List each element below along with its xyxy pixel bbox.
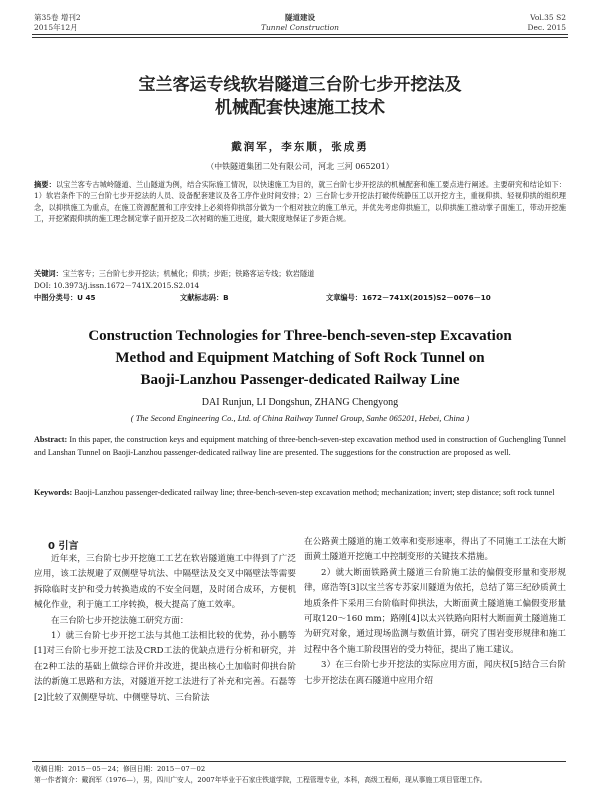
title-en-line-3: Baoji-Lanzhou Passenger-dedicated Railway Line [140,372,460,388]
abstract-cn-text: 以宝兰客专古城岭隧道、兰山隧道为例，结合实际施工情况，以快速施工为目的，就三台阶七步开挖法的机械配套和施工要点进行阐述。主要研究和结论如下：1）软岩条件下的三台阶七步开挖法的人员、设备配套建议及各工序作业时间安排；2）三台阶七步开挖法打破传统静压工以开挖方主，重视仰拱、轻视仰拱的组织理念，以抑拱施工为重点，在施工资源配置和工序安排上必须将仰拱部分做为一个相对独立的施工单元，并优先考虑仰拱施工，以仰拱施工推动掌子面施工，带动开挖施工，开挖紧跟仰拱的施工理念制定掌子面开挖及二次衬砌的施工进度，最大限度地保证了步距合规。 [34,180,566,224]
header-rule [32,34,568,35]
footnote-rule [32,761,566,762]
title-cn-line-1: 宝兰客运专线软岩隧道三台阶七步开挖法及 [138,75,462,95]
body-left-column [34,552,296,706]
header-date-en: Dec. 2015 [527,23,566,32]
paragraph: 1）就三台阶七步开挖工法与其他工法相比较的优势，孙小鹏等[1]对三台阶七步开挖工法及CRD工法的优缺点进行分析和研究，并在2种工法的基础上做综合评价并改进，提出核心土加临时仰拱台阶法的新施工思路和方法，对隧道开挖工法进行了补充和完善。石磊等[2]比较了双侧壁导坑、中侧壁导坑、三台阶法 [34,631,296,703]
article-number: 文章编号：1672－741X(2015)S2－0076－10 [326,293,491,302]
keywords-cn-label: 关键词： [34,269,63,278]
title-cn-line-2: 机械配套快速施工技术 [215,98,385,118]
header-rule-thin [32,37,568,38]
abstract-en-text: In this paper, the construction keys and equipment matching of three-bench-seven-step excavation method used in construction of Guchengling Tunnel and Lanshan Tunnel on Baoji-Lanzhou passenger-dedicated railway line are presented. The suggestions for the construction are proposed as well. [34,435,566,457]
title-en-line-1: Construction Technologies for Three-bench-seven-step Excavation [88,328,512,344]
abstract-cn-label: 摘要： [34,180,56,189]
abstract-en [34,433,566,459]
class-number: 中图分类号：U 45 [34,293,96,302]
title-en-line-2: Method and Equipment Matching of Soft Rock Tunnel on [115,350,485,366]
abstract-en-label: Abstract: [34,435,68,444]
keywords-en-text: Baoji-Lanzhou passenger-dedicated railway line; three-bench-seven-step excavation method; mechanization; invert; step distance; soft rock tunnel [74,488,555,497]
affiliation-cn: （中铁隧道集团二处有限公司，河北 三河 065201） [206,162,394,171]
keywords-cn [34,268,566,279]
body-right-column [304,535,566,689]
paragraph: 3）在三台阶七步开挖法的实际应用方面，闻庆权[5]结合三台阶七步开挖法在离石隧道中应用介绍 [304,660,566,686]
paragraph: 在三台阶七步开挖法施工研究方面： [51,615,189,626]
keywords-cn-text: 宝兰客专；三台阶七步开挖法；机械化；仰拱；步距；铁路客运专线；软岩隧道 [62,269,315,278]
affiliation-en: ( The Second Engineering Co., Ltd. of China Railway Tunnel Group, Sanhe 065201, Hebei, China ) [130,413,470,423]
authors-en: DAI Runjun, LI Dongshun, ZHANG Chengyong [201,397,399,408]
paragraph: 近年来，三台阶七步开挖施工工艺在软岩隧道施工中得到了广泛应用，该工法规避了双侧壁导坑法、中隔壁法及交叉中隔壁法等需要拆除临时支护和受力转换造成的不安全问题，及时闭合成环，方便机械化作业，利于施工工序转换，极大提高了施工效率。 [34,554,296,611]
document-code: 文献标志码：B [180,293,229,302]
header-volume-cn: 第35卷 增刊2 [34,13,81,22]
header-date-cn: 2015年12月 [34,23,78,32]
paragraph: 在公路黄土隧道的施工效率和变形速率，得出了不同施工工法在大断面黄土隧道开挖施工中控制变形的关键技术措施。 [304,537,566,563]
doi: DOI: 10.3973/j.issn.1672－741X.2015.S2.014 [34,281,200,290]
header-volume-en: Vol.35 S2 [530,13,566,22]
abstract-cn [34,179,566,225]
paragraph: 2）就大断面铁路黄土隧道三台阶施工法的偏假变形量和变形规律，席浩等[3]以宝兰客专苏家川隧道为依托，总结了第三纪砂质黄土地质条件下采用三台阶临时仰拱法，大断面黄土隧道施工偏假变形量可取120～160 mm；路刚[4]以太兴铁路向阳村大断面黄土隧道施工为研究对象，通过现场监测与数值计算，研究了围岩变形规律和施工过程中各个施工阶段围岩的受力特征，提出了施工建议。 [304,567,566,655]
keywords-en-label: Keywords: [34,488,73,497]
section-heading-intro: 0 引言 [48,541,79,552]
header-journal-en: Tunnel Construction [260,23,340,32]
footnote-received: 收稿日期：2015－05－24；修回日期：2015－07－02 [34,765,206,773]
authors-cn: 戴润军，李东顺，张成勇 [231,141,369,153]
keywords-en [34,486,566,499]
header-journal-cn: 隧道建设 [285,13,315,22]
footnote-author-bio: 第一作者简介：戴润军（1976—），男，四川广安人，2007年毕业于石家庄铁道学院，工程管理专业，本科，高级工程师，现从事施工项目管理工作。 [34,776,487,784]
